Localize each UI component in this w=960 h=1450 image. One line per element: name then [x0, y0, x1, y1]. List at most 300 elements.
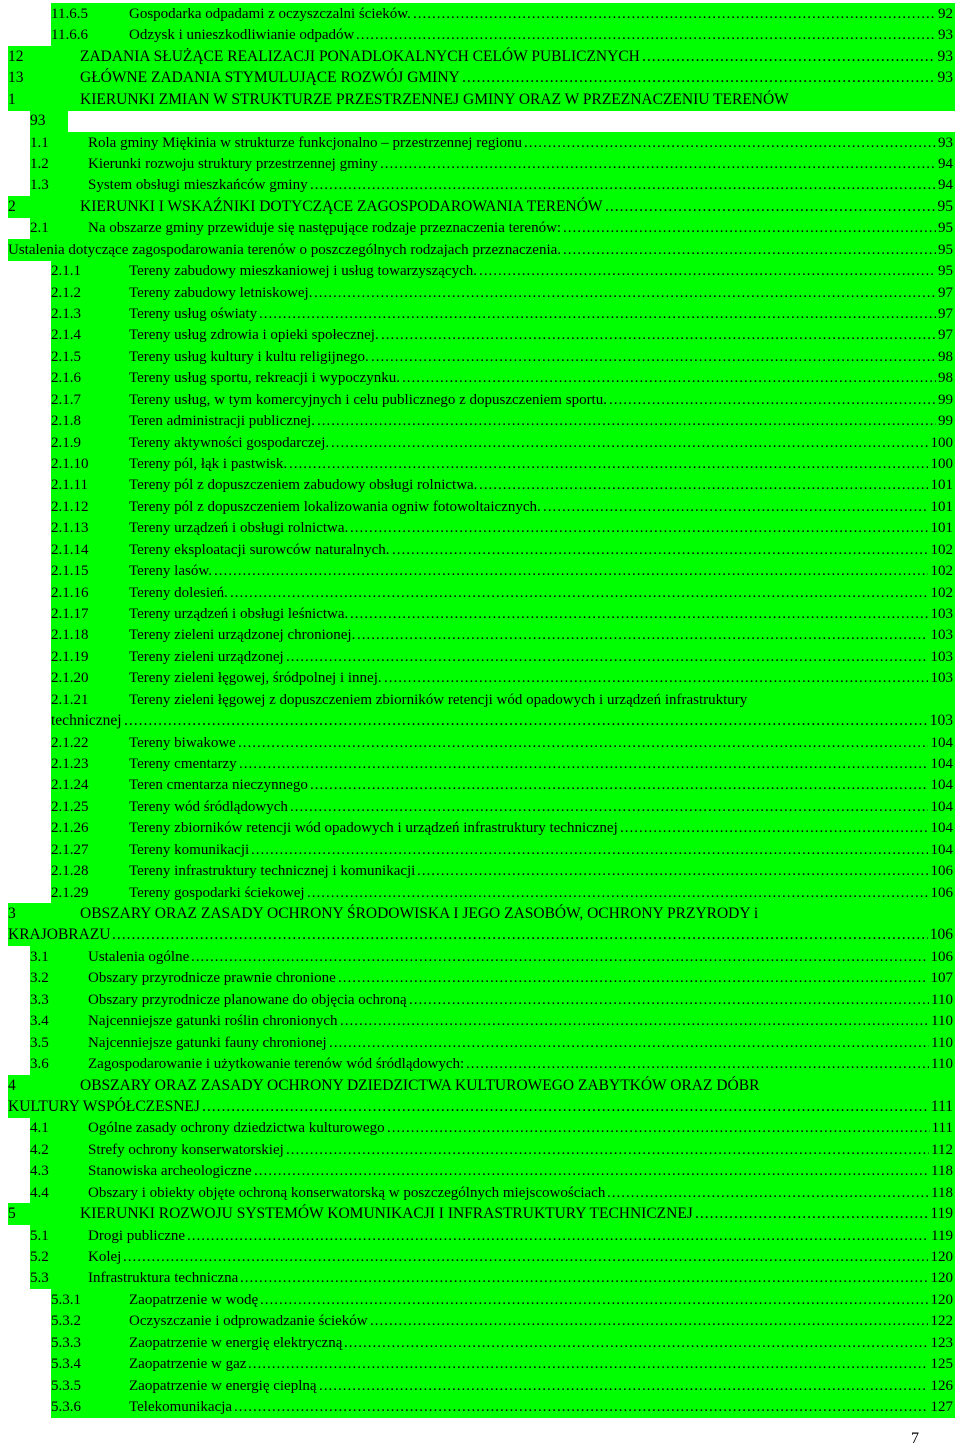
- toc-entry-title: Tereny zieleni łęgowej z dopuszczeniem zbiorników retencji wód opadowych i urządzeń infrastruktury: [129, 691, 748, 708]
- toc-entry[interactable]: [30, 1182, 955, 1204]
- toc-entry-continuation[interactable]: [30, 110, 68, 132]
- toc-entry-title: Obszary przyrodnicze prawnie chronione: [88, 970, 336, 987]
- toc-entry-page: 120: [930, 1291, 953, 1308]
- toc-entry[interactable]: [51, 1396, 955, 1418]
- toc-entry[interactable]: [30, 132, 955, 154]
- toc-entry[interactable]: [51, 817, 955, 839]
- toc-entry-number: 5.3: [30, 1270, 49, 1287]
- toc-entry-page: 93: [937, 69, 953, 87]
- toc-leader: [240, 1267, 928, 1289]
- toc-entry-page: 103: [930, 627, 953, 644]
- toc-entry-page: 95: [938, 220, 953, 237]
- toc-entry-title: Odzysk i unieszkodliwianie odpadów: [129, 27, 355, 44]
- toc-entry[interactable]: [51, 624, 955, 646]
- toc-entry-number: 11.6.5: [51, 6, 88, 22]
- toc-entry[interactable]: [51, 560, 955, 582]
- toc-entry-title: Tereny komunikacji: [129, 841, 250, 858]
- toc-entry[interactable]: [51, 839, 955, 861]
- toc-entry-continuation-text: KULTURY WSPÓŁCZESNEJ: [8, 1097, 200, 1115]
- toc-entry[interactable]: [51, 496, 955, 518]
- toc-entry-title: Infrastruktura techniczna: [88, 1270, 239, 1287]
- toc-leader: [191, 946, 928, 968]
- toc-entry-title: Tereny zieleni urządzonej: [129, 648, 284, 665]
- toc-entry[interactable]: [51, 24, 955, 46]
- toc-entry-number: 2.1.24: [51, 777, 89, 794]
- toc-leader: [124, 710, 928, 732]
- toc-entry-title: Tereny cmentarzy: [129, 756, 237, 773]
- toc-entry-number: 12: [8, 47, 24, 65]
- toc-entry[interactable]: [8, 903, 955, 925]
- toc-entry[interactable]: [51, 389, 955, 411]
- toc-entry-title: Strefy ochrony konserwatorskiej: [88, 1141, 284, 1158]
- toc-entry-title: Obszary przyrodnicze planowane do objęcia ochroną: [88, 991, 407, 1008]
- toc-entry[interactable]: [51, 3, 955, 25]
- toc-leader: [642, 46, 935, 68]
- toc-entry-page: 106: [930, 863, 953, 880]
- toc-entry-number: 5.3.5: [51, 1377, 81, 1394]
- toc-leader: [380, 153, 936, 175]
- toc-entry-page: 125: [930, 1356, 953, 1373]
- toc-entry-number: 5: [8, 1205, 16, 1223]
- toc-entry[interactable]: [8, 1075, 955, 1097]
- toc-entry[interactable]: [51, 1375, 955, 1397]
- toc-entry-number: 4.3: [30, 1163, 49, 1180]
- toc-entry-page: 110: [931, 991, 953, 1008]
- toc-entry-page: 126: [930, 1377, 953, 1394]
- toc-entry-title: Najcenniejsze gatunki fauny chronionej: [88, 1034, 327, 1051]
- toc-entry-number: 2: [8, 197, 16, 215]
- toc-leader: [466, 1053, 929, 1075]
- toc-entry-page: 100: [930, 456, 953, 473]
- toc-entry-number: 1.1: [30, 134, 49, 151]
- toc-entry-number: 13: [8, 69, 24, 87]
- toc-entry[interactable]: [30, 1246, 955, 1268]
- toc-entry[interactable]: [51, 1332, 955, 1354]
- toc-entry-number: 2.1.14: [51, 541, 89, 558]
- toc-entry-title: Tereny zbiorników retencji wód opadowych i urządzeń infrastruktury technicznej: [129, 820, 618, 837]
- toc-entry[interactable]: [30, 217, 955, 239]
- toc-entry[interactable]: [30, 989, 955, 1011]
- toc-entry-page: 95: [937, 197, 953, 215]
- toc-leader: [290, 796, 928, 818]
- toc-leader: [286, 1139, 929, 1161]
- toc-entry-number: 2.1.28: [51, 863, 89, 880]
- toc-entry-title: Tereny zieleni urządzonej chronionej.: [129, 627, 356, 644]
- toc-entry-number: 2.1.8: [51, 413, 81, 430]
- toc-entry-page: 118: [931, 1184, 953, 1201]
- toc-entry-number: 4.1: [30, 1120, 49, 1137]
- toc-leader: [462, 67, 935, 89]
- toc-entry-number: 2.1.20: [51, 670, 89, 687]
- toc-entry-title: Tereny urządzeń i obsługi rolnictwa.: [129, 520, 349, 537]
- toc-entry[interactable]: [30, 967, 955, 989]
- toc-entry-title: Tereny zabudowy letniskowej.: [129, 284, 313, 301]
- toc-entry-title: OBSZARY ORAZ ZASADY OCHRONY DZIEDZICTWA KULTUROWEGO ZABYTKÓW ORAZ DÓBR: [80, 1076, 760, 1094]
- toc-entry-title: Tereny usług sportu, rekreacji i wypoczynku.: [129, 370, 400, 387]
- toc-entry-page: 111: [931, 1120, 953, 1137]
- toc-entry[interactable]: [51, 453, 955, 475]
- toc-leader: [329, 1032, 929, 1054]
- toc-entry[interactable]: [8, 89, 955, 111]
- toc-leader: [607, 1182, 929, 1204]
- toc-entry-number: 1: [8, 90, 16, 108]
- toc-entry-number: 3.6: [30, 1056, 49, 1073]
- toc-leader: [344, 1332, 928, 1354]
- toc-leader: [310, 174, 936, 196]
- toc-entry[interactable]: [51, 774, 955, 796]
- toc-entry[interactable]: [51, 474, 955, 496]
- toc-entry[interactable]: [30, 153, 955, 175]
- toc-entry[interactable]: [8, 1203, 955, 1225]
- toc-leader: [381, 324, 936, 346]
- toc-entry-page: 103: [929, 712, 953, 730]
- toc-entry-number: 2.1.25: [51, 798, 89, 815]
- toc-entry-page: 102: [930, 563, 953, 580]
- toc-leader: [123, 1246, 928, 1268]
- toc-leader: [605, 196, 935, 218]
- toc-entry-title: Tereny zieleni łęgowej, śródpolnej i innej.: [129, 670, 382, 687]
- toc-leader: [238, 732, 928, 754]
- toc-entry[interactable]: [51, 646, 955, 668]
- toc-leader: [259, 303, 936, 325]
- toc-entry-number: 3.1: [30, 948, 49, 965]
- toc-entry-continuation-text: technicznej: [51, 712, 122, 730]
- toc-leader: [319, 1375, 928, 1397]
- toc-entry[interactable]: [51, 410, 955, 432]
- toc-entry-page: 95: [938, 263, 953, 280]
- toc-entry-number: 2.1.17: [51, 606, 89, 623]
- toc-entry-title: Tereny biwakowe: [129, 734, 236, 751]
- toc-leader: [338, 967, 928, 989]
- toc-entry-title: Tereny dolesień.: [129, 584, 228, 601]
- toc-leader: [356, 24, 936, 46]
- toc-entry[interactable]: [51, 796, 955, 818]
- toc-entry[interactable]: [51, 689, 955, 711]
- toc-entry[interactable]: [51, 753, 955, 775]
- toc-entry[interactable]: [8, 196, 955, 218]
- toc-entry-page: 104: [930, 798, 953, 815]
- toc-entry-page: 102: [930, 584, 953, 601]
- toc-entry[interactable]: [51, 432, 955, 454]
- toc-entry-title: Rola gminy Miękinia w strukturze funkcjonalno – przestrzennej regionu: [88, 134, 523, 151]
- toc-entry-page: 118: [931, 1163, 953, 1180]
- toc-leader: [609, 389, 936, 411]
- toc-leader: [371, 346, 936, 368]
- toc-leader: [112, 924, 928, 946]
- toc-entry-page: 103: [930, 648, 953, 665]
- page-number: 7: [911, 1430, 919, 1447]
- toc-leader: [384, 667, 928, 689]
- toc-entry[interactable]: [8, 239, 955, 261]
- toc-leader: [340, 1010, 929, 1032]
- toc-entry-number: 2.1.19: [51, 648, 89, 665]
- toc-entry-page: 111: [930, 1097, 953, 1115]
- toc-entry-number: 2.1.23: [51, 756, 89, 773]
- toc-entry[interactable]: [8, 67, 955, 89]
- toc-leader: [620, 817, 928, 839]
- toc-entry-title: Tereny lasów.: [129, 563, 212, 580]
- toc-entry-title: Tereny infrastruktury technicznej i komunikacji: [129, 863, 416, 880]
- toc-entry-continuation-text: KRAJOBRAZU: [8, 926, 111, 944]
- toc-entry-page: 97: [938, 327, 953, 344]
- toc-entry-page: 107: [930, 970, 953, 987]
- toc-entry[interactable]: [30, 1010, 955, 1032]
- toc-entry-number: 3.2: [30, 970, 49, 987]
- toc-entry-number: 2.1.26: [51, 820, 89, 837]
- toc-entry-page: 94: [938, 156, 953, 172]
- toc-entry-page: 95: [938, 241, 953, 258]
- toc-entry-page: 103: [930, 606, 953, 623]
- toc-entry-title: Tereny urządzeń i obsługi leśnictwa.: [129, 606, 349, 623]
- toc-entry-page: 99: [938, 391, 953, 408]
- toc-entry[interactable]: [51, 882, 955, 904]
- toc-entry-page: 93: [937, 47, 953, 65]
- toc-entry-number: 2.1: [30, 220, 49, 237]
- toc-entry-page: 122: [930, 1313, 953, 1330]
- toc-entry-page: 104: [930, 734, 953, 751]
- toc-leader: [314, 282, 936, 304]
- toc-entry[interactable]: [51, 667, 955, 689]
- toc-leader: [413, 3, 936, 25]
- toc-leader: [563, 239, 936, 261]
- toc-entry-title: Tereny pól, łąk i pastwisk.: [129, 456, 288, 473]
- toc-entry-continuation[interactable]: [8, 924, 955, 946]
- toc-entry-number: 2.1.29: [51, 884, 89, 901]
- toc-entry-page: 104: [930, 777, 953, 794]
- toc-leader: [350, 517, 928, 539]
- toc-leader: [289, 453, 928, 475]
- toc-entry-number: 5.3.3: [51, 1334, 81, 1351]
- toc-entry-page: 106: [929, 926, 953, 944]
- toc-leader: [370, 1310, 928, 1332]
- toc-entry-page: 127: [930, 1398, 953, 1415]
- toc-entry-page: 120: [930, 1248, 953, 1265]
- toc-entry-page: 93: [938, 134, 953, 151]
- toc-entry-page: 104: [930, 841, 953, 858]
- toc-entry-title: GŁÓWNE ZADANIA STYMULUJĄCE ROZWÓJ GMINY: [80, 69, 460, 87]
- toc-leader: [409, 989, 929, 1011]
- toc-entry[interactable]: [51, 324, 955, 346]
- toc-entry-page: 110: [931, 1013, 953, 1030]
- toc-entry-title: Najcenniejsze gatunki roślin chronionych: [88, 1013, 338, 1030]
- toc-entry-number: 5.3.2: [51, 1313, 81, 1330]
- toc-entry-page: 123: [930, 1334, 953, 1351]
- toc-entry-page: 93: [938, 27, 953, 44]
- toc-entry-number: 5.3.6: [51, 1398, 81, 1415]
- toc-entry-page: 98: [938, 370, 953, 387]
- toc-leader: [248, 1353, 928, 1375]
- toc-entry-number: 4: [8, 1076, 16, 1094]
- toc-entry-page: 119: [930, 1205, 953, 1223]
- toc-entry-page: 110: [931, 1034, 953, 1051]
- toc-entry-title: Zaopatrzenie w energię cieplną: [129, 1377, 317, 1394]
- toc-entry-number: 2.1.18: [51, 627, 89, 644]
- toc-entry[interactable]: [30, 1032, 955, 1054]
- toc-leader: [479, 474, 928, 496]
- toc-entry-title: Tereny pól z dopuszczeniem zabudowy obsługi rolnictwa.: [129, 477, 478, 494]
- toc-leader: [350, 603, 928, 625]
- toc-entry-number: 2.1.15: [51, 563, 89, 580]
- toc-entry-title: Tereny gospodarki ściekowej: [129, 884, 305, 901]
- toc-entry[interactable]: [51, 517, 955, 539]
- toc-leader: [310, 774, 928, 796]
- toc-entry-title: Teren administracji publicznej.: [129, 413, 315, 430]
- toc-entry-page: 104: [930, 820, 953, 837]
- toc-entry-number: 3.5: [30, 1034, 49, 1051]
- toc-entry-page: 99: [938, 413, 953, 430]
- toc-entry-page: 104: [930, 756, 953, 773]
- toc-leader: [563, 217, 936, 239]
- toc-entry-continuation[interactable]: [8, 1096, 955, 1118]
- toc-entry-number: 3.4: [30, 1013, 49, 1030]
- toc-entry-page: 112: [931, 1141, 953, 1158]
- toc-entry-page: 101: [930, 498, 953, 515]
- toc-entry-number: 4.2: [30, 1141, 49, 1158]
- toc-entry[interactable]: [51, 1310, 955, 1332]
- toc-entry-title: Na obszarze gminy przewiduje się następujące rodzaje przeznaczenia terenów:: [88, 220, 562, 237]
- toc-leader: [317, 410, 936, 432]
- toc-entry-number: 2.1.22: [51, 734, 89, 751]
- toc-entry[interactable]: [30, 1139, 955, 1161]
- toc-leader: [402, 367, 936, 389]
- toc-entry-number: 2.1.12: [51, 498, 89, 515]
- toc-entry-page: 100: [930, 434, 953, 451]
- toc-entry-number: 4.4: [30, 1184, 49, 1201]
- toc-entry-title: OBSZARY ORAZ ZASADY OCHRONY ŚRODOWISKA I JEGO ZASOBÓW, OCHRONY PRZYRODY i: [80, 905, 759, 923]
- toc-leader: [357, 624, 928, 646]
- toc-entry-title: Tereny usług kultury i kultu religijnego.: [129, 348, 369, 365]
- toc-leader: [307, 882, 928, 904]
- toc-entry-page: 97: [938, 306, 953, 323]
- toc-entry[interactable]: [51, 367, 955, 389]
- toc-entry-number: 2.1.1: [51, 263, 81, 280]
- toc-entry-title: Obszary i obiekty objęte ochroną konserwatorską w poszczególnych miejscowościach: [88, 1184, 606, 1201]
- toc-entry-number: 2.1.21: [51, 691, 89, 708]
- toc-entry[interactable]: [30, 1117, 955, 1139]
- toc-entry-title: Kierunki rozwoju struktury przestrzennej gminy: [88, 156, 378, 172]
- toc-entry-title: Stanowiska archeologiczne: [88, 1163, 252, 1180]
- toc-leader: [260, 1289, 928, 1311]
- toc-entry[interactable]: [30, 174, 955, 196]
- toc-entry[interactable]: [51, 260, 955, 282]
- toc-leader: [387, 1117, 930, 1139]
- toc-entry-title: KIERUNKI ZMIAN W STRUKTURZE PRZESTRZENNEJ GMINY ORAZ W PRZEZNACZENIU TERENÓW: [80, 90, 789, 108]
- toc-entry-title: System obsługi mieszkańców gminy: [88, 177, 308, 194]
- toc-entry-page: 110: [931, 1056, 953, 1073]
- toc-entry-number: 2.1.5: [51, 348, 81, 365]
- toc-entry-number: 5.3.4: [51, 1356, 81, 1373]
- toc-entry-title: ZADANIA SŁUŻĄCE REALIZACJI PONADLOKALNYCH CELÓW PUBLICZNYCH: [80, 47, 640, 65]
- toc-entry-number: 2.1.6: [51, 370, 81, 387]
- toc-entry[interactable]: [51, 1289, 955, 1311]
- toc-entry-number: 2.1.7: [51, 391, 81, 408]
- toc-entry-number: 2.1.27: [51, 841, 89, 858]
- toc-leader: [479, 260, 936, 282]
- toc-entry-number: 2.1.11: [51, 477, 88, 494]
- toc-entry-number: 3.3: [30, 991, 49, 1008]
- toc-leader: [230, 582, 928, 604]
- toc-leader: [234, 1396, 928, 1418]
- toc-leader: [417, 860, 928, 882]
- toc-entry-page: 94: [938, 177, 953, 194]
- toc-entry-title: Zaopatrzenie w energię elektryczną: [129, 1334, 343, 1351]
- toc-entry[interactable]: [51, 582, 955, 604]
- toc-entry-title: Gospodarka odpadami z oczyszczalni ścieków.: [129, 6, 411, 22]
- toc-entry-number: 2.1.16: [51, 584, 89, 601]
- toc-entry[interactable]: [30, 1225, 955, 1247]
- toc-leader: [392, 539, 928, 561]
- toc-entry[interactable]: [51, 539, 955, 561]
- toc-entry-title: Tereny wód śródlądowych: [129, 798, 288, 815]
- toc-entry-title: Zaopatrzenie w gaz: [129, 1356, 247, 1373]
- toc-entry-page: 106: [930, 948, 953, 965]
- toc-entry-number: 5.2: [30, 1248, 49, 1265]
- toc-entry-title: Ogólne zasady ochrony dziedzictwa kulturowego: [88, 1120, 385, 1137]
- toc-entry[interactable]: [51, 1353, 955, 1375]
- toc-entry-title: Teren cmentarza nieczynnego: [129, 777, 308, 794]
- toc-entry-number: 2.1.9: [51, 434, 81, 451]
- toc-leader: [239, 753, 928, 775]
- toc-entry-title: Oczyszczanie i odprowadzanie ścieków: [129, 1313, 368, 1330]
- toc-entry-number: 3: [8, 905, 16, 923]
- toc-entry[interactable]: [51, 603, 955, 625]
- toc-leader: [187, 1225, 929, 1247]
- toc-entry[interactable]: [51, 303, 955, 325]
- toc-entry-continuation-text: 93: [30, 112, 46, 130]
- toc-entry-page: 92: [938, 6, 953, 22]
- toc-entry-page: 97: [938, 284, 953, 301]
- toc-leader: [695, 1203, 928, 1225]
- toc-entry-number: 5.1: [30, 1227, 49, 1244]
- toc-entry-title: Tereny eksploatacji surowców naturalnych.: [129, 541, 390, 558]
- toc-entry-title: Tereny pól z dopuszczeniem lokalizowania ogniw fotowoltaicznych.: [129, 498, 541, 515]
- toc-entry-title: Tereny aktywności gospodarczej.: [129, 434, 330, 451]
- toc-leader: [286, 646, 928, 668]
- toc-entry-title: Telekomunikacja: [129, 1398, 233, 1415]
- toc-entry-title: Zaopatrzenie w wodę: [129, 1291, 259, 1308]
- toc-entry-page: 106: [930, 884, 953, 901]
- toc-entry[interactable]: [51, 282, 955, 304]
- toc-entry-title: Drogi publiczne: [88, 1227, 186, 1244]
- toc-entry-title: Ustalenia dotyczące zagospodarowania terenów o poszczególnych rodzajach przeznaczenia.: [8, 241, 562, 258]
- toc-entry[interactable]: [30, 946, 955, 968]
- toc-entry-number: 2.1.2: [51, 284, 81, 301]
- toc-entry-title: Zagospodarowanie i użytkowanie terenów wód śródlądowych:: [88, 1056, 465, 1073]
- toc-entry-page: 101: [930, 477, 953, 494]
- toc-entry-title: KIERUNKI I WSKAŹNIKI DOTYCZĄCE ZAGOSPODAROWANIA TERENÓW: [80, 197, 603, 215]
- toc-entry-title: Ustalenia ogólne: [88, 948, 190, 965]
- toc-entry-page: 101: [930, 520, 953, 537]
- toc-entry[interactable]: [51, 346, 955, 368]
- toc-entry-number: 2.1.13: [51, 520, 89, 537]
- toc-entry[interactable]: [30, 1160, 955, 1182]
- toc-entry[interactable]: [51, 860, 955, 882]
- toc-entry-title: Kolej: [88, 1248, 122, 1265]
- toc-entry-continuation[interactable]: [51, 710, 955, 732]
- toc-entry[interactable]: [8, 46, 955, 68]
- toc-entry-title: Tereny usług zdrowia i opieki społecznej.: [129, 327, 379, 344]
- toc-entry-page: 98: [938, 348, 953, 365]
- toc-entry[interactable]: [30, 1267, 955, 1289]
- toc-leader: [331, 432, 928, 454]
- toc-entry-title: Tereny usług, w tym komercyjnych i celu publicznego z dopuszczeniem sportu.: [129, 391, 607, 408]
- toc-entry[interactable]: [51, 732, 955, 754]
- toc-entry-page: 102: [930, 541, 953, 558]
- toc-entry-title: Tereny zabudowy mieszkaniowej i usług towarzyszących.: [129, 263, 477, 280]
- toc-entry[interactable]: [30, 1053, 955, 1075]
- toc-entry-title: KIERUNKI ROZWOJU SYSTEMÓW KOMUNIKACJI I INFRASTRUKTURY TECHNICZNEJ: [80, 1205, 693, 1223]
- toc-entry-number: 2.1.10: [51, 456, 89, 473]
